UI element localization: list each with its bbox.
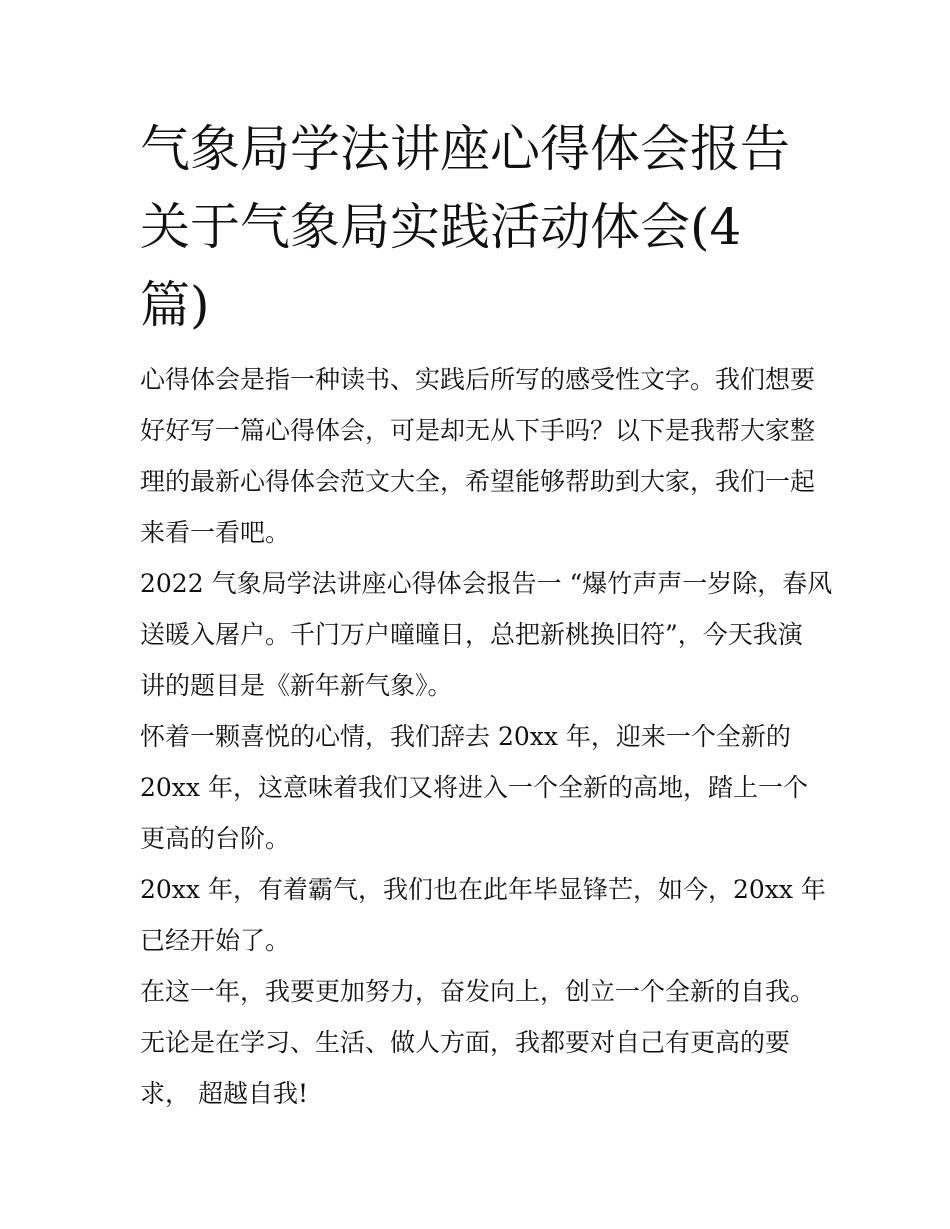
text-line: 求， 超越自我!	[140, 1079, 308, 1108]
document-title	[140, 110, 800, 344]
text-line: 讲的题目是《新年新气象》。	[140, 671, 453, 700]
document-body	[140, 354, 833, 1119]
title-line: 气象局学法讲座心得体会报告	[140, 120, 790, 178]
text-line: 送暖入屠户。千门万户曈曈日，总把新桃换旧符”，今天我演	[140, 620, 803, 649]
text-line: 心得体会是指一种读书、实践后所写的感受性文字。我们想要	[140, 365, 816, 394]
text-line: 2022 气象局学法讲座心得体会报告一 “爆竹声声一岁除，春风	[140, 569, 833, 598]
text-line: 已经开始了。	[140, 926, 291, 955]
paragraph-intro	[140, 354, 820, 558]
text-line: 20xx 年，这意味着我们又将进入一个全新的高地，踏上一个	[140, 773, 808, 802]
paragraph-report-one	[140, 558, 833, 711]
paragraph-goals	[140, 966, 820, 1119]
paragraph-new-year	[140, 711, 820, 864]
text-line: 来看一看吧。	[140, 518, 291, 547]
title-line: 关于气象局实践活动体会(4	[140, 198, 742, 256]
text-line: 好好写一篇心得体会，可是却无从下手吗？以下是我帮大家整	[140, 416, 816, 445]
text-line: 更高的台阶。	[140, 824, 291, 853]
text-line: 理的最新心得体会范文大全，希望能够帮助到大家，我们一起	[140, 467, 816, 496]
text-line: 怀着一颗喜悦的心情，我们辞去 20xx 年，迎来一个全新的	[140, 722, 791, 751]
text-line: 在这一年，我要更加努力，奋发向上，创立一个全新的自我。	[140, 977, 816, 1006]
text-line: 20xx 年，有着霸气，我们也在此年毕显锋芒，如今，20xx 年	[140, 875, 826, 904]
title-line: 篇)	[140, 276, 210, 334]
text-line: 无论是在学习、生活、做人方面，我都要对自己有更高的要	[140, 1028, 791, 1057]
paragraph-year-started	[140, 864, 826, 966]
